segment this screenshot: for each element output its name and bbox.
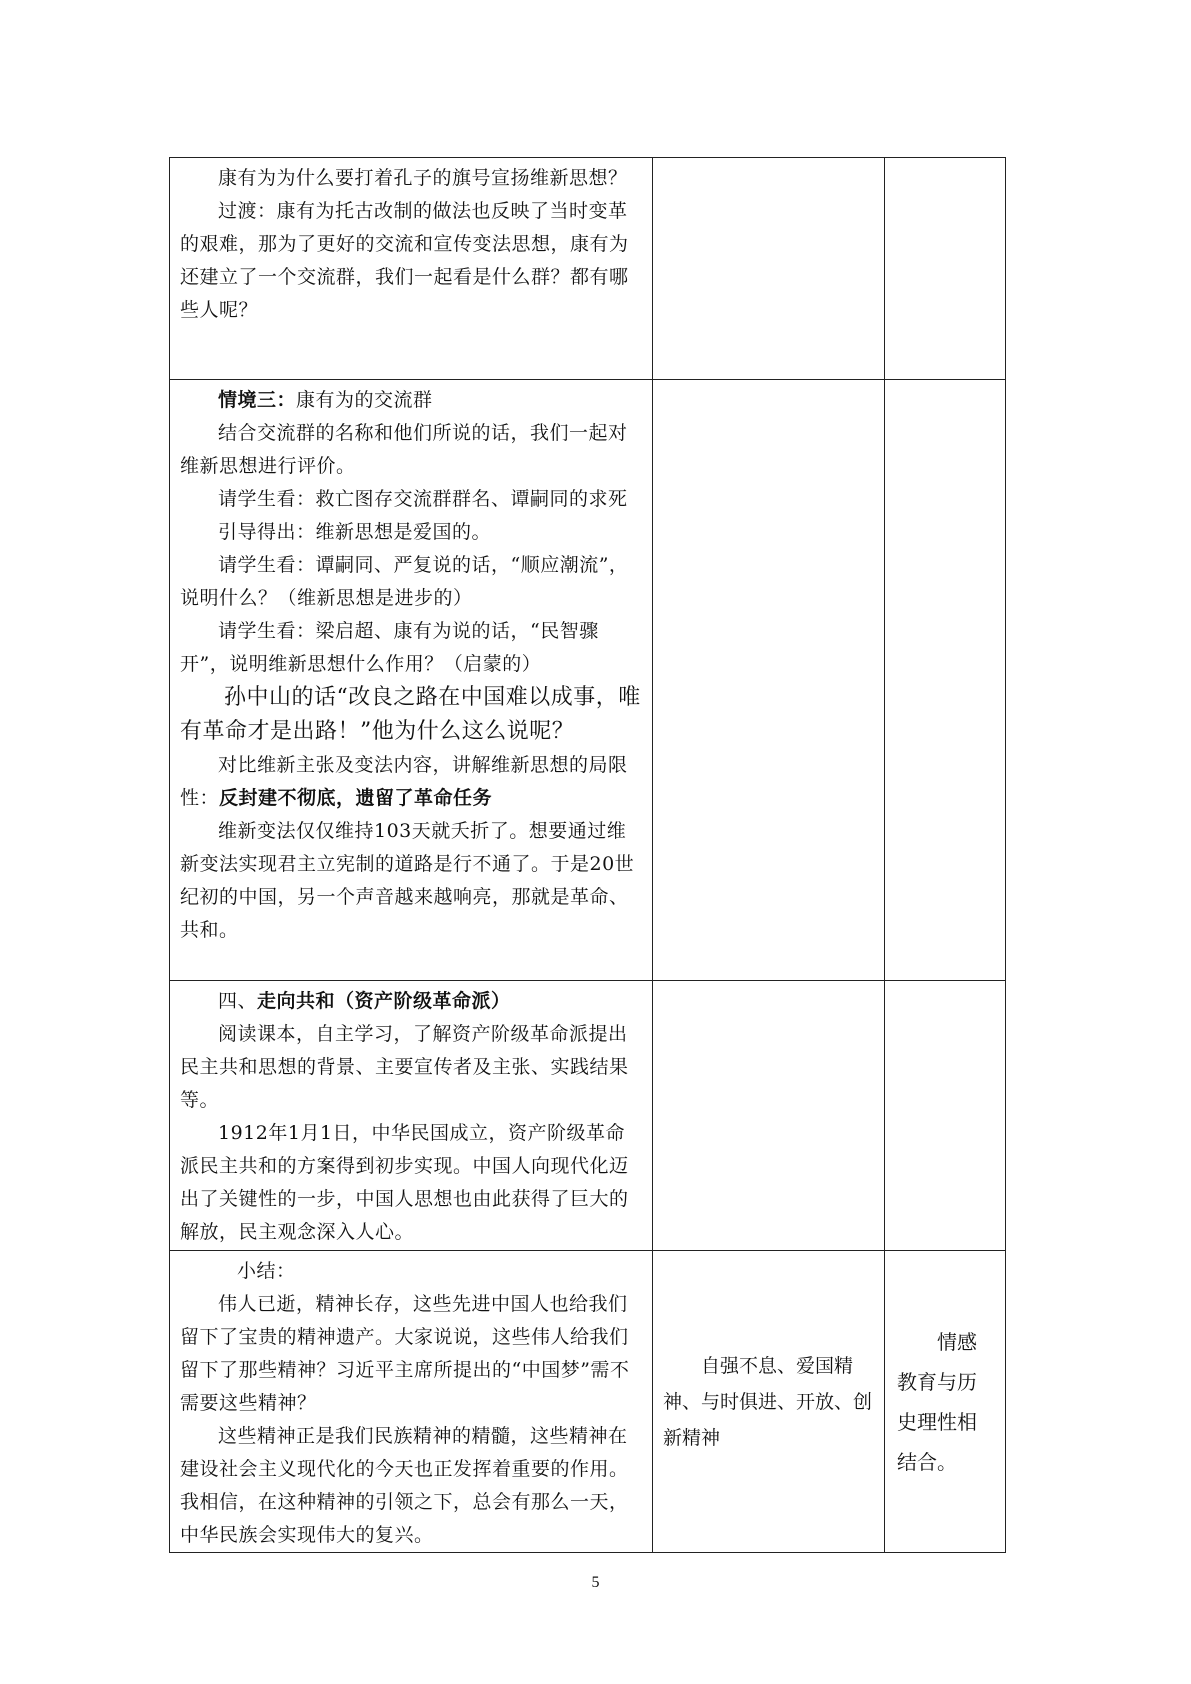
limitation-prefix: 对比维新主张及变法内容，讲解维新思想的局限性： <box>180 754 628 809</box>
paragraph: 维新变法仅仅维持103天就夭折了。想要通过维新变法实现君主立宪制的道路是行不通了。于是20世纪初的中国，另一个声音越来越响亮，那就是革命、共和。 <box>180 820 635 941</box>
heading-rest: 康有为的交流群 <box>296 389 433 411</box>
paragraph: 1912年1月1日，中华民国成立，资产阶级革命派民主共和的方案得到初步实现。中国人向现代化迈出了关键性的一步，中国人思想也由此获得了巨大的解放，民主观念深入人心。 <box>180 1122 629 1243</box>
design-intent-cell <box>885 158 1006 380</box>
student-activity-cell <box>653 380 885 981</box>
design-intent-cell <box>885 981 1006 1251</box>
paragraph: 孙中山的话“改良之路在中国难以成事，唯有革命才是出路！”他为什么这么说呢？ <box>180 685 641 744</box>
teaching-process-cell <box>170 380 653 981</box>
student-activity-cell <box>653 1251 885 1553</box>
student-activity-cell <box>653 158 885 380</box>
paragraph: 伟人已逝，精神长存，这些先进中国人也给我们留下了宝贵的精神遗产。大家说说，这些伟人给我们留下了那些精神？习近平主席所提出的“中国梦”需不需要这些精神？ <box>180 1293 630 1414</box>
paragraph: 康有为为什么要打着孔子的旗号宣扬维新思想？ <box>218 167 628 189</box>
student-activity-text: 自强不息、爱国精神、与时俱进、开放、创新精神 <box>663 1354 873 1449</box>
table-row <box>170 158 1006 380</box>
heading-bold: 情境三： <box>218 389 297 411</box>
lesson-plan-table <box>169 157 1006 1553</box>
section-heading <box>180 985 642 1018</box>
paragraph: 请学生看：救亡图存交流群群名、谭嗣同的求死 <box>218 488 628 510</box>
design-intent-cell <box>885 380 1006 981</box>
limitation-paragraph <box>180 749 642 815</box>
teaching-process-cell <box>170 158 653 380</box>
section-heading <box>180 384 642 417</box>
paragraph: 引导得出：维新思想是爱国的。 <box>218 521 492 543</box>
table-row <box>170 981 1006 1251</box>
heading-number: 四、 <box>218 990 258 1012</box>
design-intent-cell <box>885 1251 1006 1553</box>
teaching-process-cell <box>170 981 653 1251</box>
limitation-bold: 反封建不彻底，遗留了革命任务 <box>219 787 493 809</box>
table-row <box>170 380 1006 981</box>
design-intent-text: 情感教育与历史理性相结合。 <box>897 1329 977 1474</box>
paragraph: 结合交流群的名称和他们所说的话，我们一起对维新思想进行评价。 <box>180 422 628 477</box>
table-row <box>170 1251 1006 1553</box>
paragraph: 请学生看：谭嗣同、严复说的话，“顺应潮流”，说明什么？（维新思想是进步的） <box>180 554 629 609</box>
paragraph: 这些精神正是我们民族精神的精髓，这些精神在建设社会主义现代化的今天也正发挥着重要的作用。我相信，在这种精神的引领之下，总会有那么一天，中华民族会实现伟大的复兴。 <box>180 1425 629 1546</box>
paragraph: 阅读课本，自主学习，了解资产阶级革命派提出民主共和思想的背景、主要宣传者及主张、实践结果等。 <box>180 1023 629 1111</box>
paragraph: 请学生看：梁启超、康有为说的话，“民智骤开”，说明维新思想什么作用？（启蒙的） <box>180 620 599 675</box>
student-activity-cell <box>653 981 885 1251</box>
teaching-process-cell <box>170 1251 653 1553</box>
section-heading: 小结： <box>237 1260 296 1282</box>
paragraph: 过渡：康有为托古改制的做法也反映了当时变革的艰难，那为了更好的交流和宣传变法思想，康有为还建立了一个交流群，我们一起看是什么群？都有哪些人呢？ <box>180 200 629 321</box>
page-number: 5 <box>591 1574 600 1591</box>
heading-bold: 走向共和（资产阶级革命派） <box>257 990 511 1012</box>
